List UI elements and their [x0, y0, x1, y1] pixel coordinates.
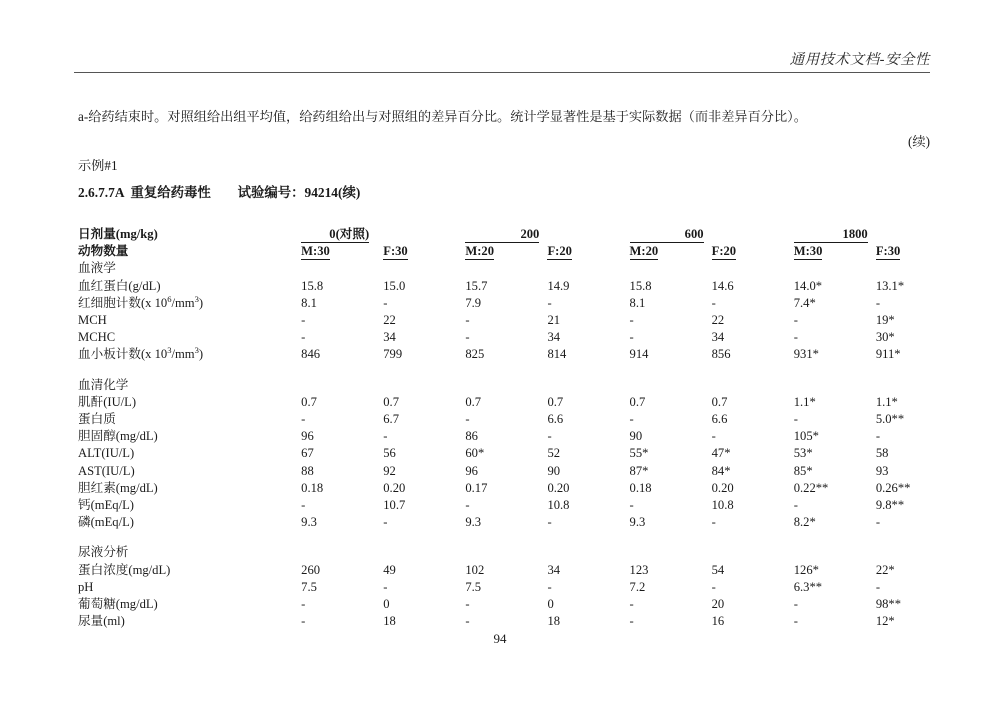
animal-count-cell — [876, 243, 958, 260]
measure-value: - — [301, 498, 306, 513]
measure-value: 105* — [793, 429, 819, 444]
measure-value: - — [547, 295, 552, 310]
measure-value: 7.4* — [793, 295, 816, 310]
table-row — [78, 278, 958, 295]
table-row — [78, 428, 958, 445]
measure-value: - — [793, 313, 798, 328]
measure-label: 胆固醇(mg/dL) — [78, 429, 158, 444]
dose-group-label: 200 — [465, 227, 539, 243]
measure-label: ALT(IU/L) — [78, 446, 135, 461]
measure-value: 0.26** — [875, 480, 911, 495]
measure-value: - — [711, 429, 716, 444]
measure-value: 914 — [629, 347, 649, 362]
measure-value: 13.1* — [875, 278, 905, 293]
measure-value: 18 — [383, 614, 396, 629]
measure-value: 0.18 — [301, 480, 324, 495]
dose-group-label: 600 — [630, 227, 704, 243]
section-spacer — [78, 531, 958, 544]
animal-count-value: M:30 — [793, 244, 823, 259]
measure-value: - — [465, 330, 470, 345]
footnote-text: a-给药结束时。对照组给出组平均值，给药组给出与对照组的差异百分比。统计学显著性是基于实际数据（而非差异百分比）。 — [78, 109, 807, 124]
measure-value: 0.20 — [547, 480, 570, 495]
measure-value: 85* — [793, 463, 813, 478]
measure-value: 34 — [547, 562, 561, 577]
measure-value: 0.20 — [383, 480, 406, 495]
results-table — [78, 226, 958, 630]
measure-value: 0.7 — [547, 394, 564, 409]
measure-label: 胆红素(mg/dL) — [78, 480, 158, 495]
page-number: 94 — [493, 631, 507, 646]
measure-value: - — [383, 295, 388, 310]
measure-value: - — [629, 412, 634, 427]
animal-count-cell — [630, 243, 712, 260]
measure-label: 血红蛋白(g/dL) — [78, 278, 161, 293]
measure-value: - — [301, 614, 306, 629]
measure-label: AST(IU/L) — [78, 463, 135, 478]
measure-value: 9.3 — [629, 515, 646, 530]
measure-value: 93 — [875, 463, 889, 478]
animal-count-value: M:20 — [629, 244, 659, 259]
measure-value: 34 — [383, 330, 396, 345]
table-row — [78, 596, 958, 613]
measure-value: 814 — [547, 347, 567, 362]
measure-value: 846 — [301, 347, 321, 362]
measure-value: 12* — [875, 614, 895, 629]
measure-value: 10.8 — [711, 498, 734, 513]
measure-value: 56 — [383, 446, 396, 461]
measure-value: 0.18 — [629, 480, 652, 495]
animal-count-cell — [465, 243, 547, 260]
measure-value: - — [383, 515, 388, 530]
measure-value: 102 — [465, 562, 485, 577]
measure-value: - — [629, 313, 634, 328]
measure-value: 799 — [383, 347, 403, 362]
measure-value: - — [711, 295, 716, 310]
measure-value: 98** — [875, 597, 901, 612]
measure-value: 19* — [875, 313, 895, 328]
measure-value: 1.1* — [793, 394, 816, 409]
example-label: 示例#1 — [78, 158, 118, 173]
measure-value: 96 — [465, 463, 478, 478]
measure-value: - — [629, 330, 634, 345]
measure-label: pH — [78, 579, 94, 594]
table-row — [78, 514, 958, 531]
measure-value: 53* — [793, 446, 813, 461]
measure-value: 58 — [875, 446, 889, 461]
measure-value: 0.7 — [629, 394, 646, 409]
measure-value: 1.1* — [875, 394, 898, 409]
measure-value: 15.8 — [301, 278, 324, 293]
measure-value: - — [793, 412, 798, 427]
table-row — [78, 312, 958, 329]
measure-value: - — [875, 515, 881, 530]
running-header: 通用技术文档-安全性 — [789, 52, 930, 68]
measure-value: - — [465, 614, 470, 629]
measure-label: 葡萄糖(mg/dL) — [78, 597, 158, 612]
measure-value: 86 — [465, 429, 478, 444]
animal-count-value: F:30 — [875, 244, 901, 259]
measure-value: - — [547, 515, 552, 530]
table-row — [78, 295, 958, 312]
measure-value: 67 — [301, 446, 314, 461]
measure-value: 0.7 — [465, 394, 482, 409]
measure-value: 60* — [465, 446, 485, 461]
measure-value: 21 — [547, 313, 561, 328]
measure-value: 15.7 — [465, 278, 488, 293]
animal-count-value: F:30 — [383, 244, 408, 259]
measure-value: - — [547, 579, 552, 594]
measure-value: 0.7 — [711, 394, 728, 409]
measure-label: 钙(mEq/L) — [78, 498, 134, 513]
measure-value: - — [711, 579, 716, 594]
section-title: 血液学 — [78, 261, 116, 276]
measure-value: 14.9 — [547, 278, 570, 293]
table-row — [78, 480, 958, 497]
measure-value: 931* — [793, 347, 819, 362]
measure-value: 6.3** — [793, 579, 823, 594]
measure-value: 0.7 — [383, 394, 399, 409]
animal-count-cell — [301, 243, 383, 260]
lab-results-table — [78, 226, 958, 630]
measure-value: 55* — [629, 446, 649, 461]
measure-value: - — [301, 330, 306, 345]
animal-count-cell — [547, 243, 629, 260]
animal-count-cell — [383, 243, 465, 260]
animal-count-value: M:30 — [301, 244, 330, 259]
measure-value: 0.22** — [793, 480, 829, 495]
measure-value: 34 — [711, 330, 725, 345]
measure-value: 14.6 — [711, 278, 734, 293]
measure-label: 蛋白质 — [78, 412, 116, 427]
measure-value: - — [875, 429, 881, 444]
measure-label: 肌酐(IU/L) — [78, 394, 137, 409]
measure-value: 6.6 — [547, 412, 564, 427]
dose-group-2 — [630, 226, 794, 243]
table-title: 2.6.7.7A 重复给药毒性 试验编号：94214(续) — [78, 185, 361, 200]
measure-value: - — [383, 579, 388, 594]
measure-label: 血小板计数(x $10^3/mm^3$) — [78, 345, 204, 362]
measure-value: 5.0** — [875, 412, 905, 427]
measure-label: 蛋白浓度(mg/dL) — [78, 562, 171, 577]
dose-row-label: 日剂量(mg/kg) — [78, 227, 158, 241]
measure-value: 34 — [547, 330, 561, 345]
measure-label: MCH — [78, 313, 107, 328]
measure-value: 6.7 — [383, 412, 399, 427]
measure-value: 825 — [465, 347, 485, 362]
measure-value: 0.17 — [465, 480, 488, 495]
section-header-row — [78, 544, 958, 561]
section-header-row — [78, 377, 958, 394]
measure-value: 90 — [629, 429, 643, 444]
measure-value: 18 — [547, 614, 561, 629]
measure-value: 47* — [711, 446, 731, 461]
section-title: 血清化学 — [78, 377, 129, 392]
table-row — [78, 497, 958, 514]
measure-value: - — [793, 614, 798, 629]
measure-value: - — [465, 412, 470, 427]
measure-value: 0.20 — [711, 480, 734, 495]
measure-value: 8.1 — [629, 295, 646, 310]
measure-value: - — [875, 295, 881, 310]
dose-group-0 — [301, 226, 465, 243]
measure-label: 磷(mEq/L) — [78, 515, 134, 530]
animal-count-row — [78, 243, 958, 260]
table-row — [78, 445, 958, 462]
measure-value: - — [301, 313, 306, 328]
table-row — [78, 411, 958, 428]
measure-value: 88 — [301, 463, 314, 478]
measure-value: - — [629, 614, 634, 629]
measure-value: 16 — [711, 614, 725, 629]
dose-group-label: 1800 — [794, 227, 868, 243]
measure-value: 7.9 — [465, 295, 482, 310]
measure-value: 10.7 — [383, 498, 406, 513]
measure-value: 15.0 — [383, 278, 406, 293]
measure-value: 9.3 — [301, 515, 317, 530]
measure-value: - — [793, 498, 798, 513]
measure-value: 49 — [383, 562, 396, 577]
measure-value: - — [629, 597, 634, 612]
table-row — [78, 613, 958, 630]
measure-value: - — [547, 429, 552, 444]
measure-value: - — [383, 429, 388, 444]
measure-label: 尿量(ml) — [78, 614, 125, 629]
measure-value: 87* — [629, 463, 649, 478]
measure-value: 7.5 — [301, 579, 317, 594]
measure-label: 红细胞计数(x $10^6/mm^3$) — [78, 293, 204, 310]
header-divider — [74, 72, 930, 73]
measure-value: 84* — [711, 463, 731, 478]
section-title: 尿液分析 — [78, 545, 129, 560]
section-spacer — [78, 364, 958, 377]
table-row — [78, 346, 958, 363]
measure-value: 8.1 — [301, 295, 317, 310]
dose-group-3 — [794, 226, 958, 243]
animal-count-value: F:20 — [711, 244, 737, 259]
measure-value: 52 — [547, 446, 561, 461]
measure-value: 15.8 — [629, 278, 652, 293]
dose-header-row — [78, 226, 958, 243]
dose-group-1 — [465, 226, 629, 243]
measure-value: 9.3 — [465, 515, 482, 530]
measure-value: 7.5 — [465, 579, 482, 594]
measure-value: 22 — [711, 313, 725, 328]
table-row — [78, 329, 958, 346]
measure-value: 54 — [711, 562, 725, 577]
measure-value: 30* — [875, 330, 895, 345]
section-header-row — [78, 260, 958, 277]
measure-value: 14.0* — [793, 278, 823, 293]
measure-value: 0 — [383, 597, 390, 612]
animals-row-label: 动物数量 — [78, 244, 129, 259]
measure-value: - — [793, 597, 798, 612]
table-row — [78, 579, 958, 596]
measure-value: - — [629, 498, 634, 513]
measure-value: - — [875, 579, 881, 594]
measure-value: 10.8 — [547, 498, 570, 513]
animal-count-value: F:20 — [547, 244, 572, 259]
measure-value: 7.2 — [629, 579, 646, 594]
table-row — [78, 394, 958, 411]
table-row — [78, 562, 958, 579]
measure-value: - — [301, 412, 306, 427]
measure-value: 20 — [711, 597, 725, 612]
measure-label: MCHC — [78, 330, 116, 345]
continued-marker: (续) — [908, 134, 930, 149]
measure-value: 92 — [383, 463, 396, 478]
measure-value: 911* — [875, 347, 901, 362]
measure-value: 0 — [547, 597, 554, 612]
measure-value: 0.7 — [301, 394, 317, 409]
animal-count-cell — [794, 243, 876, 260]
measure-value: 126* — [793, 562, 819, 577]
animal-count-cell — [712, 243, 794, 260]
measure-value: 123 — [629, 562, 649, 577]
measure-value: - — [465, 597, 470, 612]
measure-value: - — [711, 515, 716, 530]
measure-value: 6.6 — [711, 412, 728, 427]
measure-value: - — [465, 313, 470, 328]
measure-value: 9.8** — [875, 498, 905, 513]
measure-value: 260 — [301, 562, 321, 577]
measure-value: - — [301, 597, 306, 612]
measure-value: 96 — [301, 429, 314, 444]
table-row — [78, 463, 958, 480]
animal-count-value: M:20 — [465, 244, 495, 259]
measure-value: - — [793, 330, 798, 345]
measure-value: 22 — [383, 313, 396, 328]
measure-value: - — [465, 498, 470, 513]
measure-value: 8.2* — [793, 515, 816, 530]
dose-group-label: 0(对照) — [301, 227, 369, 243]
measure-value: 22* — [875, 562, 895, 577]
measure-value: 856 — [711, 347, 731, 362]
measure-value: 90 — [547, 463, 561, 478]
